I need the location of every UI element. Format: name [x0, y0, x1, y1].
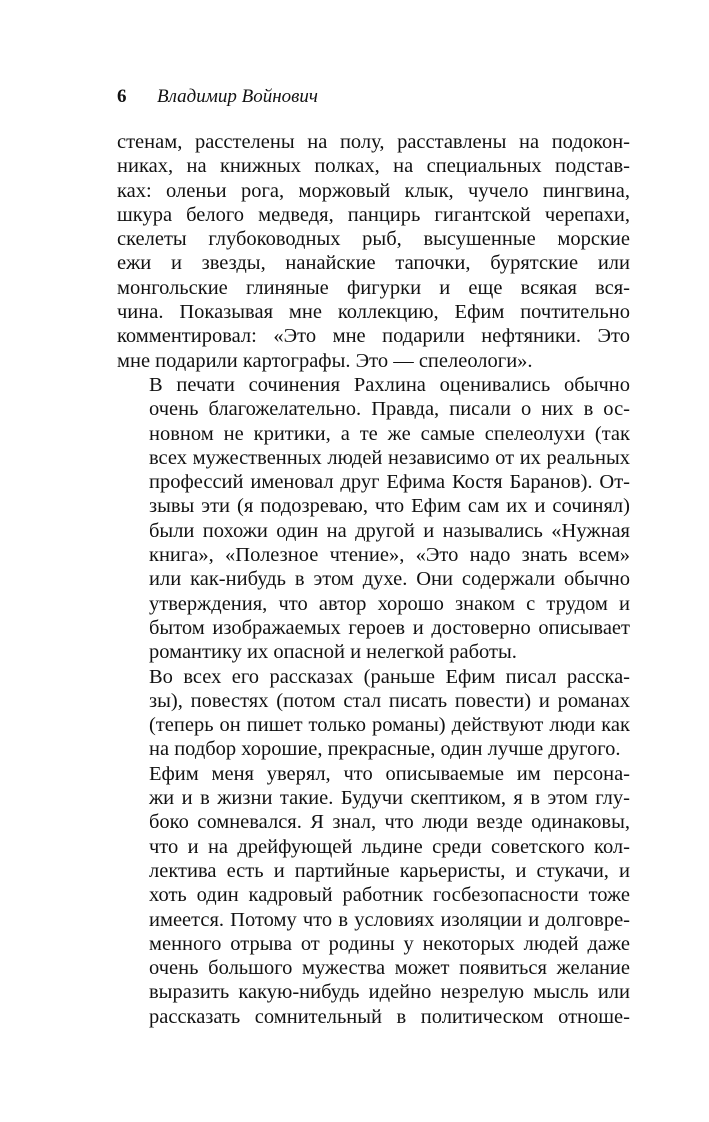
text-line: новном не критики, а те же самые спелеолухи (так — [149, 422, 630, 445]
text-line: стенам, расстелены на полу, расставлены на подокон- — [117, 131, 630, 153]
text-line: бытом изображаемых героев и достоверно описывает — [149, 616, 630, 639]
running-head — [117, 86, 630, 116]
paragraph-3 — [117, 665, 630, 762]
text-line: чина. Показывая мне коллекцию, Ефим почтительно — [117, 301, 630, 324]
text-line: В печати сочинения Рахлина оценивались обычно — [149, 373, 630, 396]
text-line: скелеты глубоководных рыб, высушенные морские — [117, 228, 630, 251]
text-line: шкура белого медведя, панцирь гигантской черепахи, — [117, 203, 630, 226]
text-line: очень большого мужества может появиться желание — [149, 957, 630, 980]
paragraph-1 — [117, 130, 630, 373]
text-line: книга», «Полезное чтение», «Это надо знать всем» — [149, 544, 630, 567]
text-line: монгольские глиняные фигурки и еще всякая вся- — [117, 276, 630, 299]
text-line: ежи и звезды, нанайские тапочки, бурятские или — [117, 252, 630, 275]
text-line: выразить какую-нибудь идейно незрелую мысль или — [149, 981, 630, 1004]
text-line: ках: оленьи рога, моржовый клык, чучело пингвина, — [117, 179, 630, 202]
text-line: зывы эти (я подозреваю, что Ефим сам их и сочинял) — [149, 495, 630, 518]
text-line: профессий именовал друг Ефима Костя Баранов). От- — [149, 471, 630, 494]
text-line: всех мужественных людей независимо от их реальных — [149, 446, 630, 469]
text-line: Во всех его рассказах (раньше Ефим писал расска- — [149, 665, 630, 688]
text-line: комментировал: «Это мне подарили нефтяники. Это — [117, 325, 630, 348]
book-page — [117, 86, 630, 1029]
text-line: хоть один кадровый работник госбезопасности тоже — [149, 884, 630, 907]
text-line: романтику их опасной и нелегкой работы. — [149, 641, 517, 664]
text-line: Ефим меня уверял, что описываемые им персона- — [149, 762, 630, 785]
text-line: менного отрыва от родины у некоторых людей даже — [149, 932, 630, 955]
text-line: что и на дрейфующей льдине среди советского кол- — [149, 835, 630, 858]
text-line: боко сомневался. Я знал, что люди везде одинаковы, — [149, 811, 630, 834]
text-line: зы), повестях (потом стал писать повести) и романах — [149, 689, 630, 712]
author-name: Владимир Войнович — [157, 86, 318, 107]
paragraph-2 — [117, 373, 630, 665]
paragraph-4 — [117, 762, 630, 1029]
text-line: имеется. Потому что в условиях изоляции и долговре- — [149, 908, 630, 931]
body-text — [117, 130, 630, 1029]
text-line: мне подарили картографы. Это — спелеологи». — [117, 349, 533, 372]
text-line: на подбор хорошие, прекрасные, один лучше другого. — [149, 738, 621, 761]
text-line: очень благожелательно. Правда, писали о них в ос- — [149, 398, 630, 421]
text-line: (теперь он пишет только романы) действуют люди как — [149, 714, 630, 737]
text-line: были похожи один на другой и назывались «Нужная — [149, 519, 630, 542]
page-number: 6 — [117, 86, 127, 107]
text-line: или как-нибудь в этом духе. Они содержали обычно — [149, 568, 630, 591]
text-line: жи и в жизни такие. Будучи скептиком, я в этом глу- — [149, 787, 630, 810]
text-line: утверждения, что автор хорошо знаком с трудом и — [149, 592, 630, 615]
text-line: рассказать сомнительный в политическом отноше- — [149, 1005, 630, 1028]
text-line: лектива есть и партийные карьеристы, и стукачи, и — [149, 859, 630, 882]
text-line: никах, на книжных полках, на специальных подстав- — [117, 155, 630, 178]
